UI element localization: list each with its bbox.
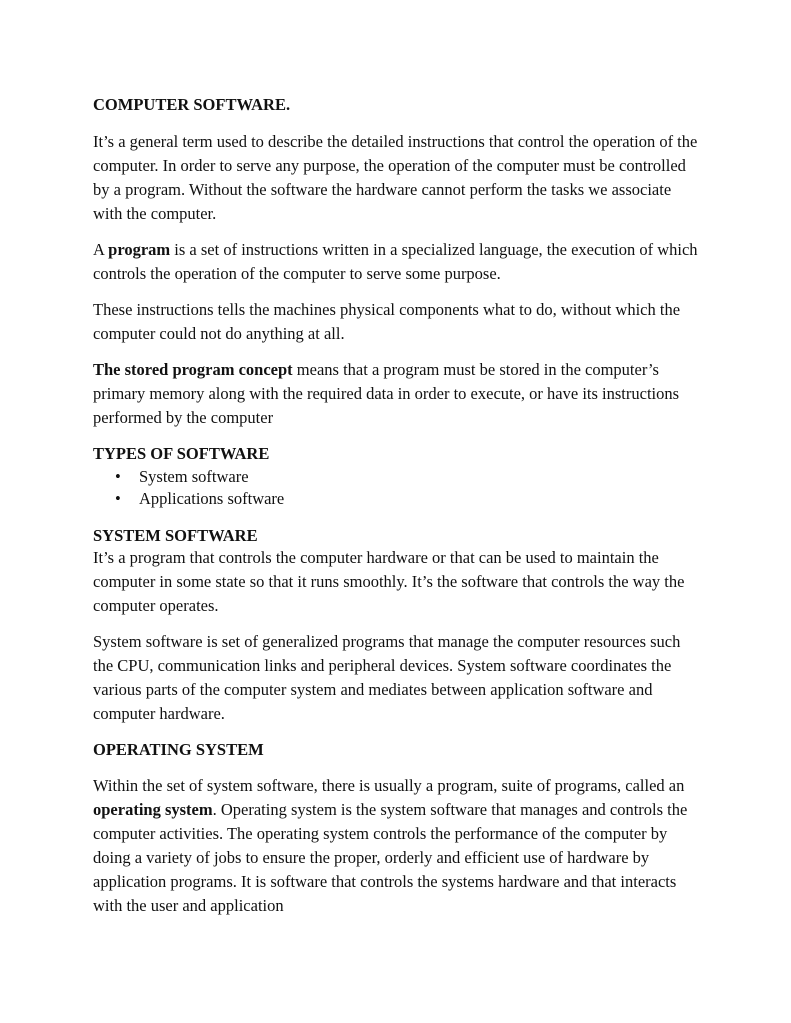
- list-item: [93, 466, 703, 488]
- paragraph-os-rest: . Operating system is the system software that manages and controls the computer activities. The operating system controls the performance of the computer by doing a variety of jobs to ensure the proper, orderly and efficient use of hardware by application programs. It is software that controls the systems hardware and that interacts with the user and application: [93, 800, 688, 915]
- paragraph-program-definition: [93, 238, 703, 286]
- paragraph-software-definition: It’s a general term used to describe the detailed instructions that control the operation of the computer. In order to serve any purpose, the operation of the computer must be controlled by a program. Without the software the hardware cannot perform the tasks we associate with the computer.: [93, 132, 698, 223]
- paragraph-program-prefix: A: [93, 240, 109, 259]
- paragraph-system-software-details: System software is set of generalized programs that manage the computer resources such the CPU, communication links and peripheral devices. System software coordinates the various parts of the computer system and mediates between application software and computer hardware.: [93, 632, 681, 723]
- heading-operating-system: OPERATING SYSTEM: [93, 740, 264, 759]
- paragraph-program-rest: is a set of instructions written in a specialized language, the execution of which controls the operation of the computer to serve some purpose.: [93, 240, 698, 283]
- term-program: program: [108, 240, 171, 259]
- paragraph-os-prefix: Within the set of system software, there is usually a program, suite of programs, called an: [93, 776, 685, 795]
- list-item-label: Applications software: [139, 489, 285, 508]
- heading-computer-software: COMPUTER SOFTWARE.: [93, 95, 291, 114]
- list-item-label: System software: [139, 467, 249, 486]
- term-stored-program-concept: The stored program concept: [93, 360, 293, 379]
- paragraph-stored-program-rest: means that a program must be stored in the computer’s primary memory along with the required data in order to execute, or have its instructions performed by the computer: [93, 360, 680, 427]
- bullet-icon: •: [115, 467, 121, 486]
- paragraph-system-software-definition: It’s a program that controls the computer hardware or that can be used to maintain the computer in some state so that it runs smoothly. It’s the software that controls the way the computer operates.: [93, 548, 685, 615]
- bullet-icon: •: [115, 489, 121, 508]
- heading-types-of-software: TYPES OF SOFTWARE: [93, 444, 270, 463]
- list-item: [93, 488, 703, 510]
- paragraph-instructions: These instructions tells the machines physical components what to do, without which the computer could not do anything at all.: [93, 300, 681, 343]
- heading-system-software: SYSTEM SOFTWARE: [93, 526, 258, 545]
- term-operating-system: operating system: [93, 800, 213, 819]
- paragraph-stored-program: [93, 358, 703, 430]
- paragraph-operating-system: [93, 774, 703, 918]
- types-of-software-list: [93, 466, 703, 510]
- document-page: [93, 93, 703, 918]
